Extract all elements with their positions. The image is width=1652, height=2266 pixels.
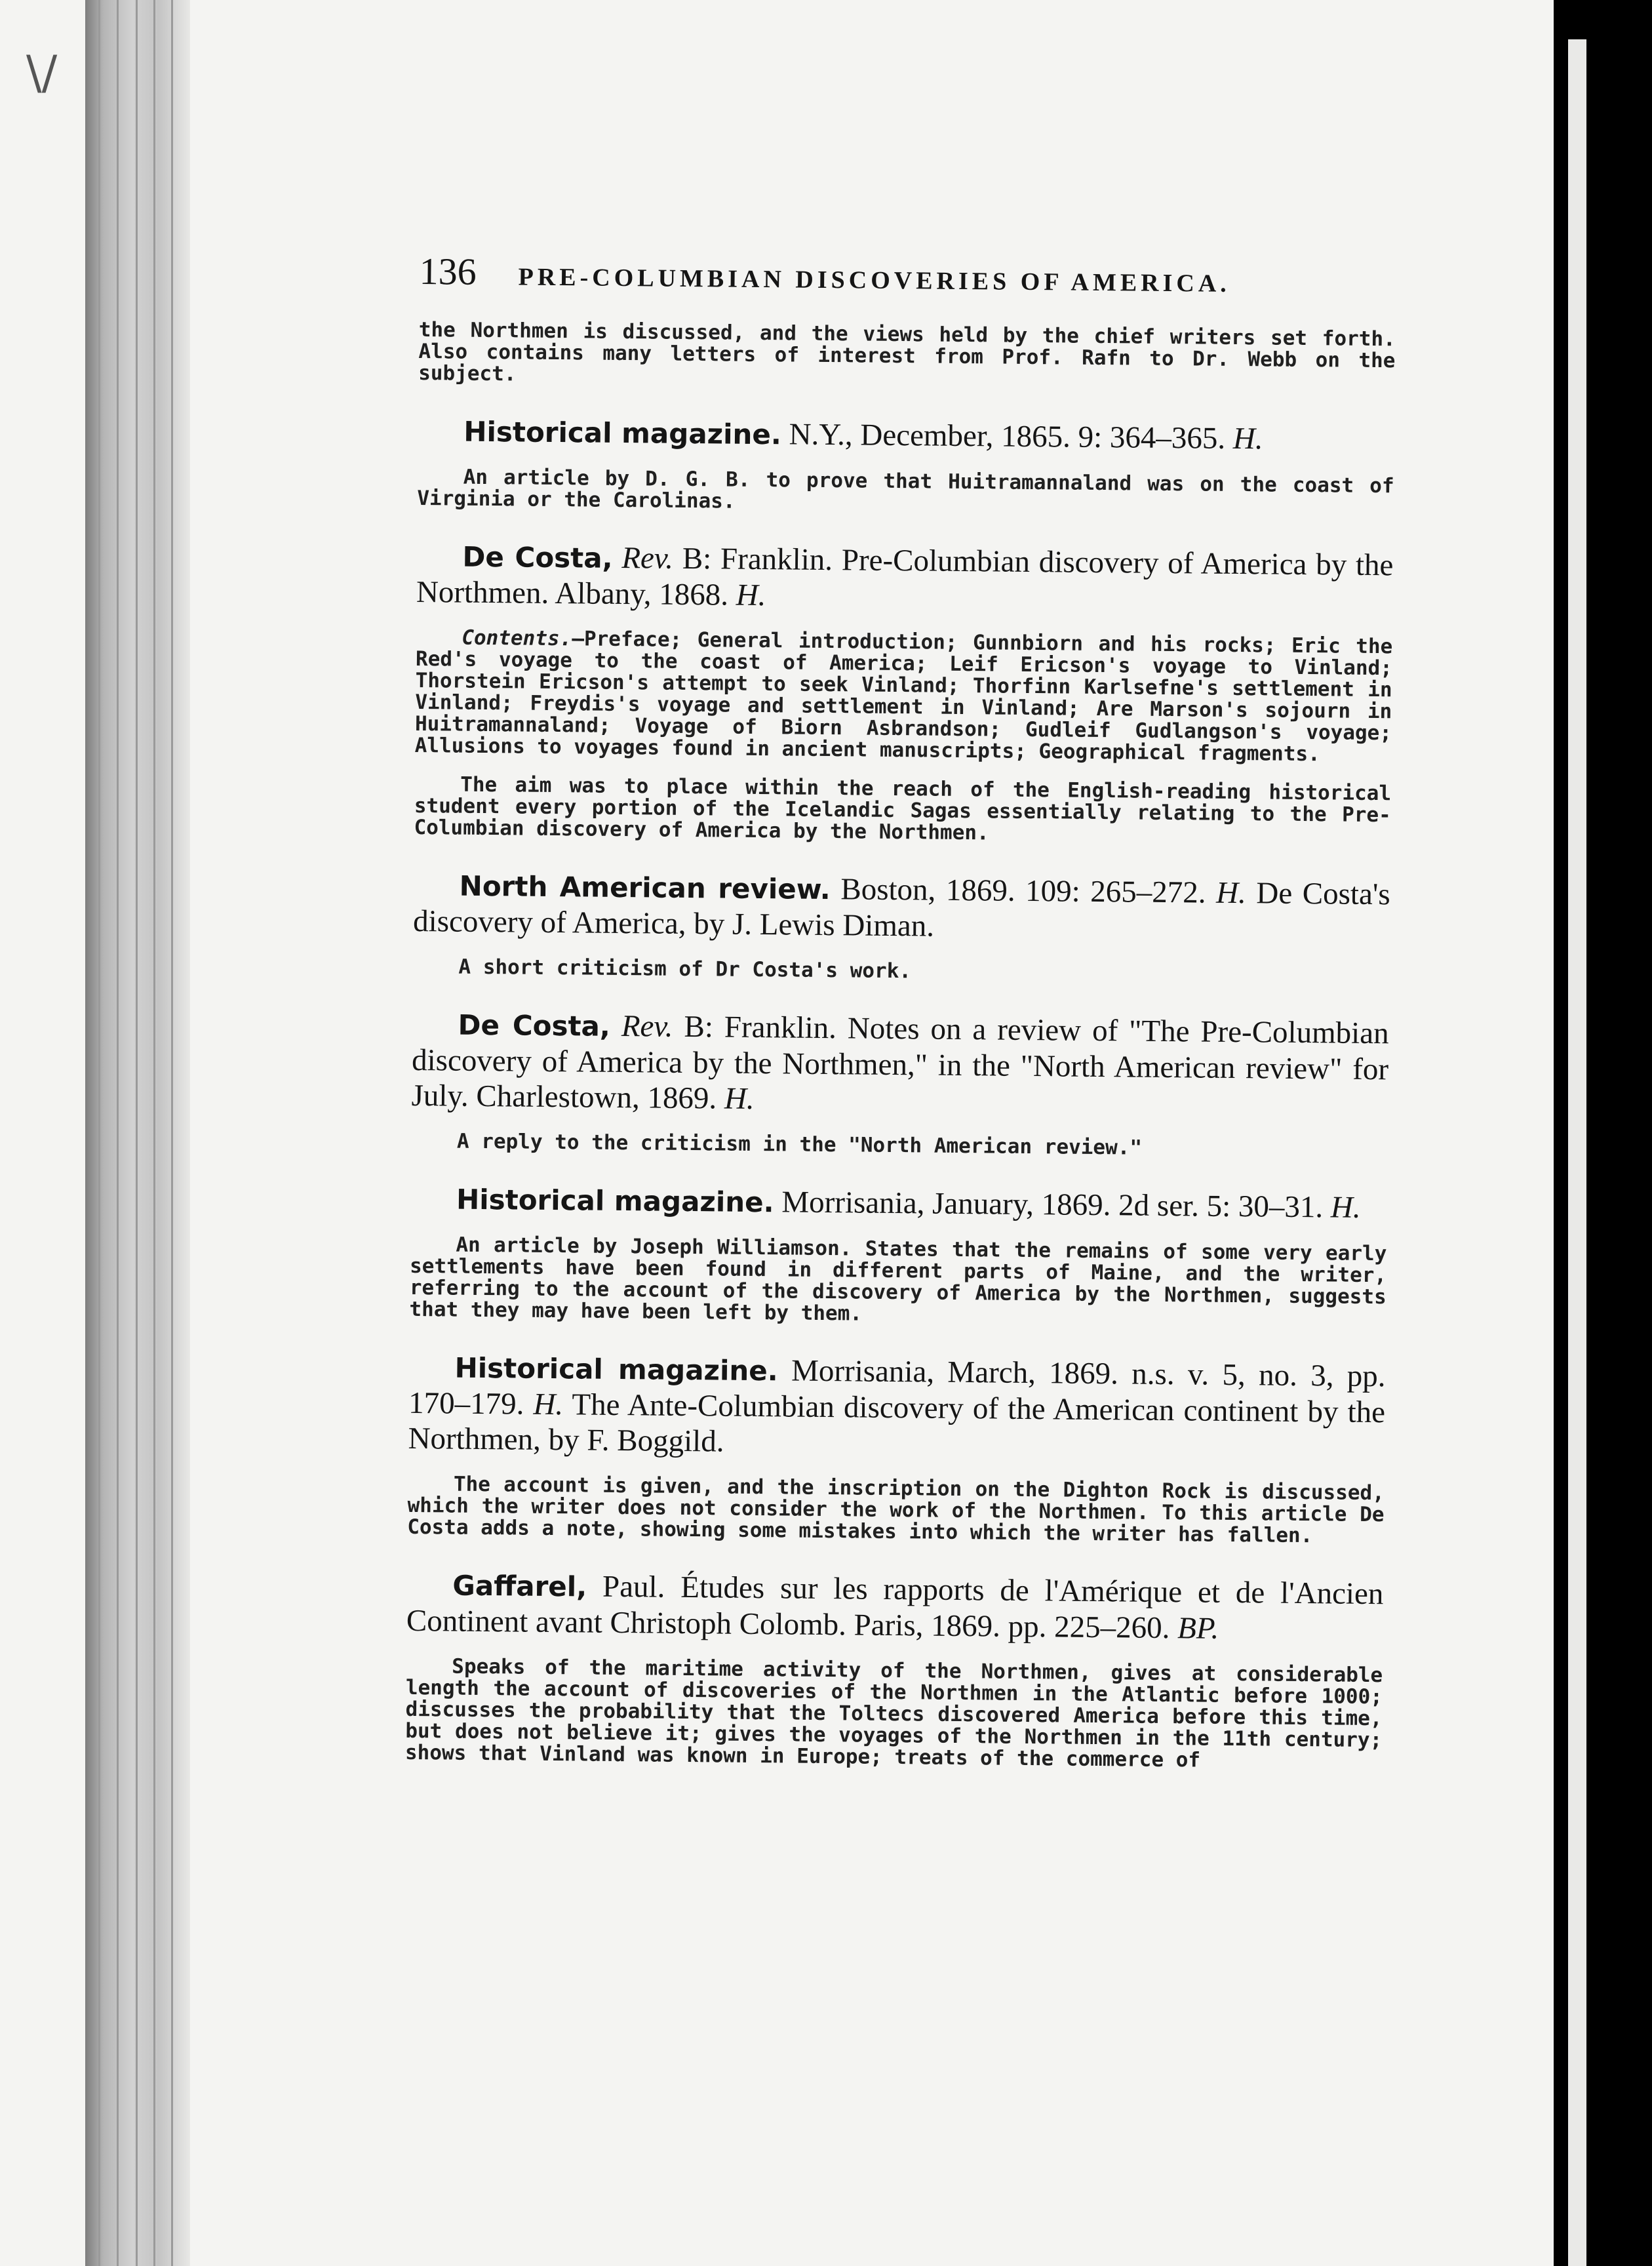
page-edge-line	[153, 0, 155, 2266]
entry-location: H.	[736, 578, 766, 613]
entry-author: De Costa,	[458, 1008, 611, 1043]
entry-note: An article by D. G. B. to prove that Huitramannaland was on the coast of Virginia or the Carolinas.	[417, 465, 1394, 513]
contents-label: Contents.	[462, 626, 572, 651]
entry-location: H.	[533, 1387, 564, 1422]
bibliography-entry	[417, 413, 1394, 519]
entry-heading	[410, 1181, 1387, 1226]
entry-title-2: De Costa's discovery of America, by J. Lewis Diman.	[412, 876, 1390, 944]
page-edge-line	[171, 0, 173, 2266]
entry-location: H.	[1232, 421, 1263, 456]
entry-heading	[406, 1567, 1384, 1648]
entry-heading	[408, 1349, 1385, 1465]
entry-rev: Rev.	[621, 1009, 673, 1044]
entry-title: Boston, 1869. 109: 265–272.	[840, 872, 1206, 910]
entry-heading	[418, 413, 1394, 458]
bibliography-entry	[411, 1006, 1389, 1161]
entry-location: H.	[724, 1081, 755, 1116]
entry-author: Gaffarel,	[452, 1569, 587, 1603]
bibliography-entry	[414, 538, 1393, 848]
contents-text: —Preface; General introduction; Gunnbiorn and his rocks; Eric the Red's voyage to the coast of America; Leif Ericson's voyage to Vinland; Thorstein Ericson's attempt to seek Vinland; Thorfinn Karlsefne's settlement in Vinland; Freydis's voyage and settlement in Vinland; Are Marson's sojourn in Huitramannaland; Voyage of Biorn Asbrandson; Gudleif Gudlangson's voyage; Allusions to voyages found in ancient manuscripts; Geographical fragments.	[414, 627, 1393, 766]
entry-title-2: The Ante-Columbian discovery of the American continent by the Northmen, by F. Boggild.	[408, 1387, 1386, 1459]
entry-title: N.Y., December, 1865. 9: 364–365.	[789, 417, 1226, 456]
entry-author: Historical magazine.	[456, 1183, 774, 1219]
entry-note: Speaks of the maritime activity of the Northmen, gives at considerable length the account of discoveries of the Northmen in the Atlantic before 1000; discusses the probability that the Toltecs discovered America before this time, but does not believe it; gives the voyages of the Northmen in the 11th century; shows that Vinland was known in Europe; treats of the commerce of	[404, 1654, 1383, 1772]
entry-rev: Rev.	[621, 540, 674, 576]
entry-author: Historical magazine.	[463, 415, 782, 451]
entry-note: An article by Joseph Williamson. States that the remains of some very early settlements have been found in different parts of Maine, and the writer, referring to the account of the discovery of America by the Northmen, suggests that they may have been left by them.	[409, 1233, 1387, 1326]
page-content	[405, 249, 1396, 1773]
entry-location: BP.	[1177, 1611, 1219, 1646]
entry-title: Paul. Études sur les rapports de l'Amérique et de l'Ancien Continent avant Christoph Colomb. Paris, 1869. pp. 225–260.	[406, 1569, 1384, 1646]
entry-note: The aim was to place within the reach of the English-reading historical student every portion of the Icelandic Sagas essentially relating to the Pre-Columbian discovery of America by the Northmen.	[414, 772, 1392, 845]
entry-heading	[413, 867, 1390, 948]
running-head	[419, 249, 1396, 302]
margin-mark: \/	[26, 46, 58, 100]
facing-page-edge	[1568, 39, 1586, 2266]
continuation-note: the Northmen is discussed, and the views held by the chief writers set forth. Also contains many letters of interest from Prof. Rafn to Dr. Webb on the subject.	[418, 317, 1396, 386]
bibliography-entry	[407, 1349, 1386, 1547]
entry-title: Morrisania, March, 1869. n.s. v. 5, no. 3, pp. 170–179.	[408, 1353, 1386, 1421]
entry-author: De Costa,	[462, 540, 613, 574]
page-number: 136	[419, 249, 477, 293]
entry-title: B: Franklin. Notes on a review of "The Pre-Columbian discovery of America by the Northmen," in the "North American review" for July. Charlestown, 1869.	[411, 1009, 1389, 1116]
entry-location: H.	[1215, 875, 1247, 911]
page-edge-line	[117, 0, 119, 2266]
bibliography-entry	[412, 867, 1390, 987]
entry-author: North American review.	[459, 869, 831, 906]
entry-title: Morrisania, January, 1869. 2d ser. 5: 30–31.	[781, 1185, 1324, 1225]
page-edge-line	[98, 0, 100, 2266]
entry-heading	[411, 1006, 1388, 1123]
entry-heading	[416, 538, 1394, 619]
bibliography-entry	[405, 1567, 1384, 1773]
running-title: PRE-COLUMBIAN DISCOVERIES OF AMERICA.	[518, 263, 1230, 298]
page-stack-edge	[85, 0, 190, 2266]
entry-contents	[415, 627, 1393, 766]
entry-location: H.	[1330, 1190, 1361, 1225]
bibliography-entry	[409, 1181, 1387, 1330]
entry-note: The account is given, and the inscription on the Dighton Rock is discussed, which the writer does not consider the work of the Northmen. To this article De Costa adds a note, showing some mistakes into which the writer has fallen.	[407, 1472, 1385, 1548]
entry-title: B: Franklin. Pre-Columbian discovery of America by the Northmen. Albany, 1868.	[416, 541, 1394, 612]
entry-note: A short criticism of Dr Costa's work.	[458, 955, 912, 984]
entry-note: A reply to the criticism in the "North American review."	[456, 1129, 1143, 1160]
page-edge-line	[136, 0, 138, 2266]
entry-author: Historical magazine.	[454, 1351, 778, 1387]
